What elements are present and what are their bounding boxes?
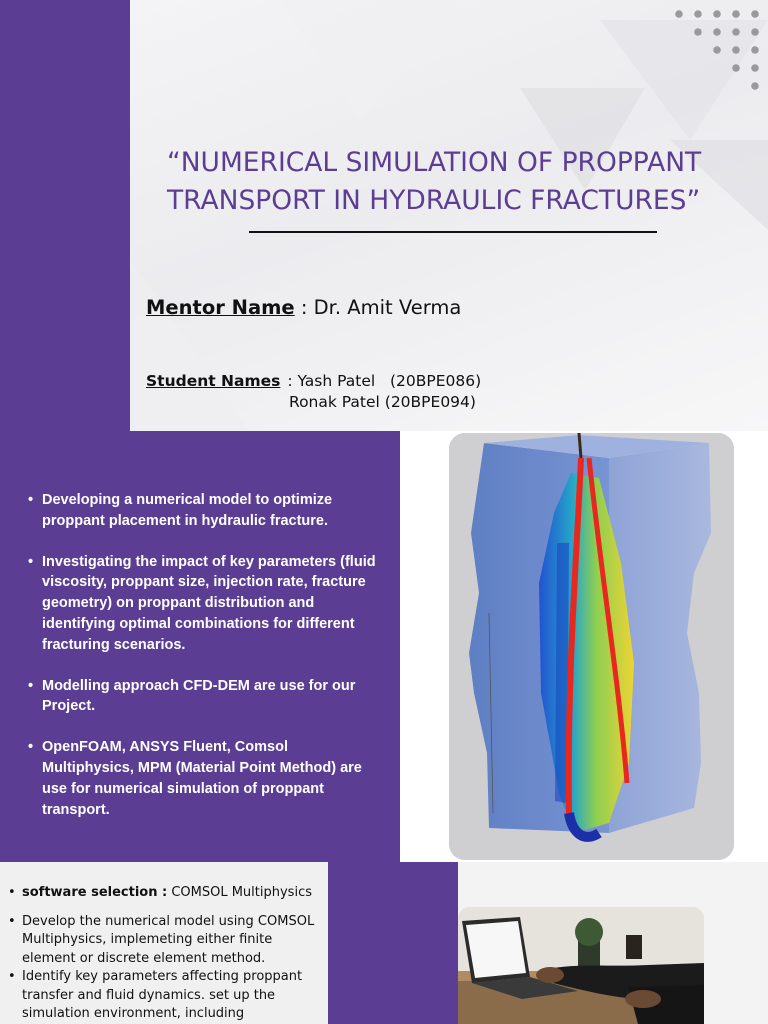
mentor-label: Mentor Name [146, 296, 295, 319]
dot-grid-decoration [670, 6, 768, 96]
students-line [146, 369, 481, 393]
student-2: Ronak Patel (20BPE094) [289, 393, 476, 411]
purple-divider-panel [328, 862, 458, 1024]
objective-item: • Developing a numerical model to optimize proppant placement in hydraulic fracture. [28, 490, 378, 532]
method-item: • Develop the numerical model using COMSOL Multiphysics, implemeting either finite element or discrete element method. [8, 913, 323, 969]
mentor-line [146, 296, 461, 319]
title-underline-divider [249, 231, 657, 233]
title-line-2: TRANSPORT IN HYDRAULIC FRACTURES” [167, 185, 701, 216]
students-label: Student Names [146, 372, 281, 390]
mentor-value: : Dr. Amit Verma [294, 296, 462, 319]
poster-title [167, 144, 757, 220]
fracture-simulation-image [449, 433, 734, 860]
student-1: : Yash Patel (20BPE086) [282, 372, 482, 390]
objectives-list [28, 490, 378, 840]
method-item: • Identify key parameters affecting proppant transfer and fluid dynamics. set up the simulation environment, including [8, 968, 323, 1024]
laptop-photo [458, 907, 704, 1024]
title-line-1: “NUMERICAL SIMULATION OF PROPPANT [167, 147, 702, 178]
objective-item: • Investigating the impact of key parameters (fluid viscosity, proppant size, injection rate, fracture geometry) on proppant distribution and identifying optimal combinations for different fracturing scenarios. [28, 552, 378, 656]
method-item-software [8, 884, 323, 903]
left-accent-bar [0, 0, 130, 431]
methods-list [8, 884, 323, 1024]
objective-item: • OpenFOAM, ANSYS Fluent, Comsol Multiphysics, MPM (Material Point Method) are use for numerical simulation of proppant transport. [28, 737, 378, 820]
objective-item: • Modelling approach CFD-DEM are use for our Project. [28, 676, 378, 718]
software-selection-value: COMSOL Multiphysics [167, 885, 312, 900]
software-selection-label: software selection : [22, 885, 168, 900]
